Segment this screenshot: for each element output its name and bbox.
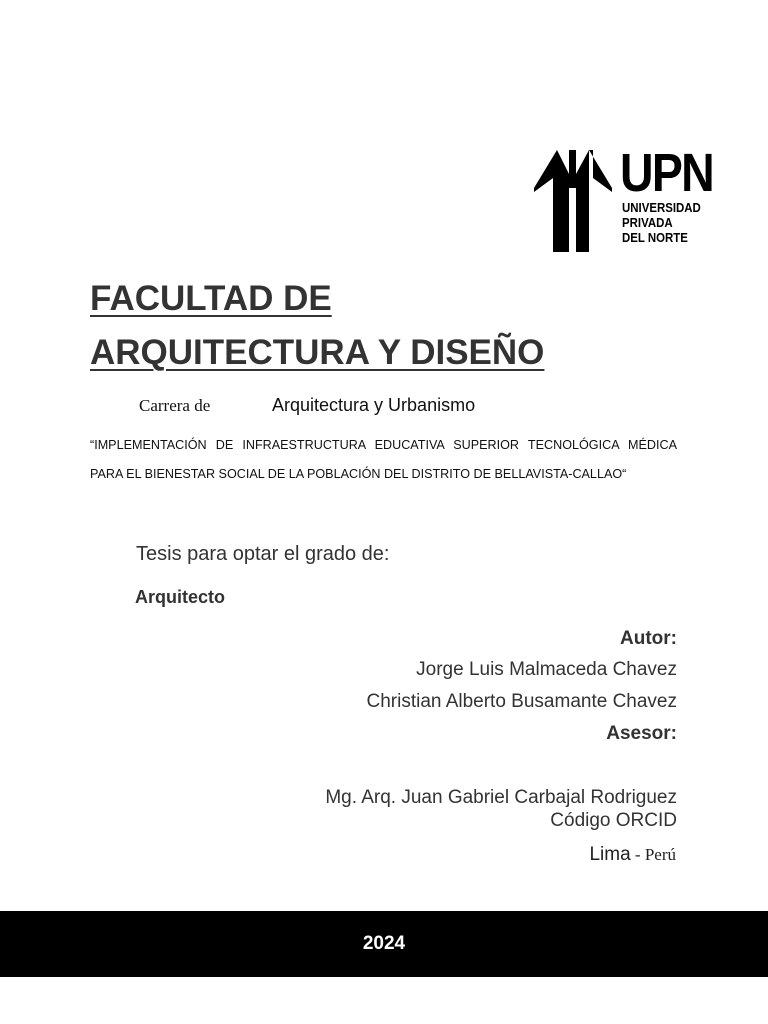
advisor-name: Mg. Arq. Juan Gabriel Carbajal Rodriguez bbox=[325, 787, 677, 808]
logo-line: UNIVERSIDAD bbox=[622, 200, 701, 215]
place-line bbox=[589, 844, 676, 866]
faculty-line-2: ARQUITECTURA Y DISEÑO bbox=[90, 333, 545, 372]
faculty-line-1: FACULTAD DE bbox=[90, 279, 332, 318]
place-country: Perú bbox=[644, 845, 676, 864]
career-label: Carrera de bbox=[139, 396, 211, 415]
place-separator: - bbox=[630, 845, 645, 864]
career-value: Arquitectura y Urbanismo bbox=[272, 395, 476, 415]
author-name: Jorge Luis Malmaceda Chavez bbox=[416, 659, 677, 680]
author-label: Autor: bbox=[620, 628, 677, 649]
author-name: Christian Alberto Busamante Chavez bbox=[366, 691, 677, 712]
footer-year: 2024 bbox=[362, 933, 406, 954]
logo-university-name bbox=[622, 200, 701, 245]
logo-line: DEL NORTE bbox=[622, 230, 688, 245]
degree-value: Arquitecto bbox=[135, 587, 225, 607]
advisor-label: Asesor: bbox=[606, 723, 677, 744]
thesis-title: “IMPLEMENTACIÓN DE INFRAESTRUCTURA EDUCATIVA SUPERIOR TECNOLÓGICA MÉDICA PARA EL BIENESTAR SOCIAL DE LA POBLACIÓN DEL DISTRITO DE BELLAVISTA-CALLAO“ bbox=[90, 438, 677, 481]
logo-line: PRIVADA bbox=[622, 215, 673, 230]
logo-brand-text: UPN bbox=[620, 143, 713, 203]
place-city: Lima bbox=[589, 844, 631, 865]
degree-label: Tesis para optar el grado de: bbox=[136, 543, 390, 565]
upn-arrow-icon bbox=[534, 146, 614, 252]
faculty-heading bbox=[90, 272, 544, 380]
advisor-orcid: Código ORCID bbox=[550, 810, 677, 831]
university-logo bbox=[534, 143, 713, 252]
